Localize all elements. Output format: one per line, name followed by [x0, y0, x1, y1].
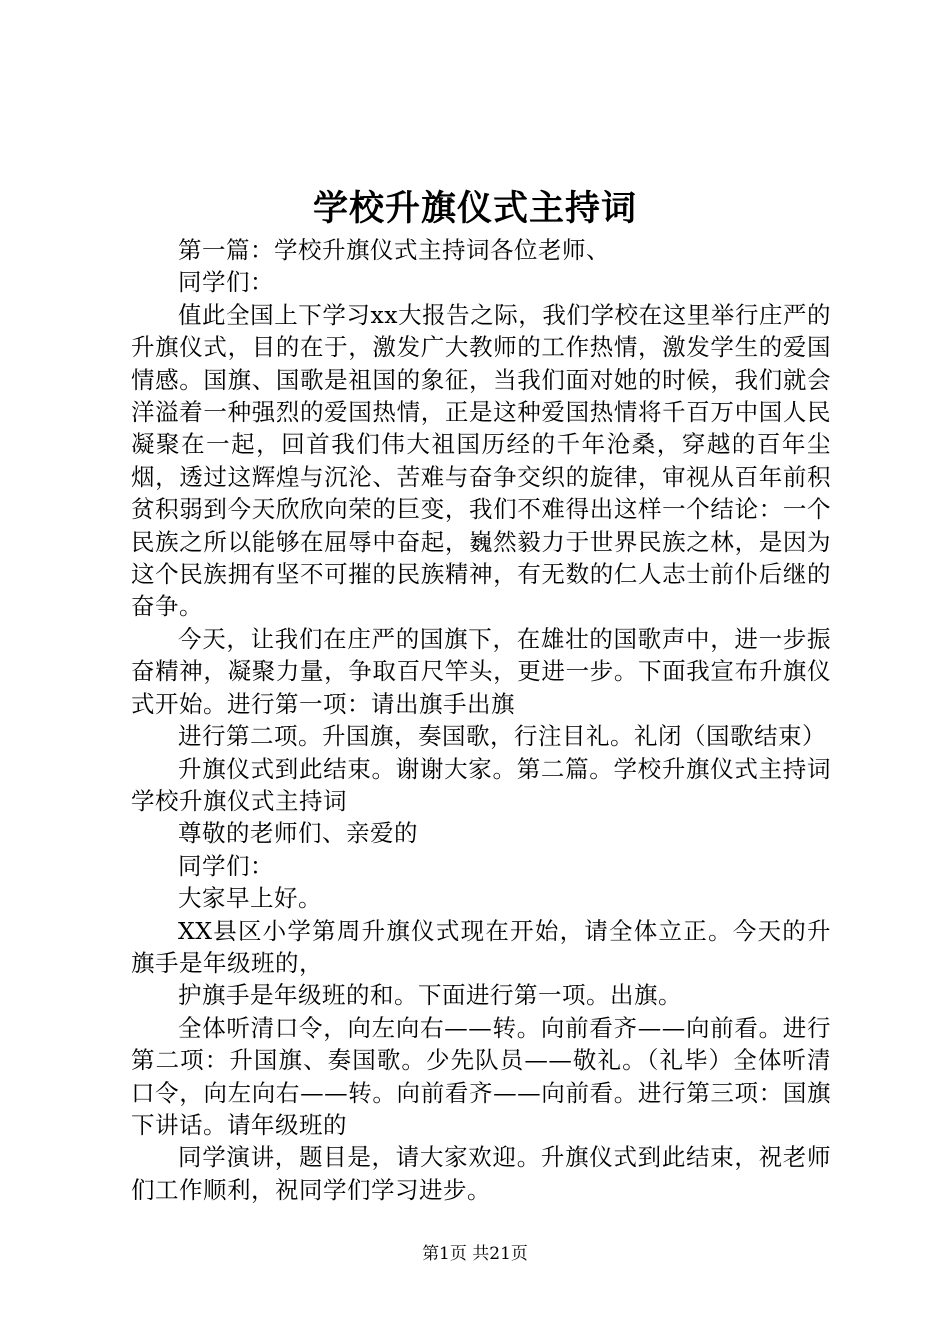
paragraph: XX县区小学第周升旗仪式现在开始，请全体立正。今天的升旗手是年级班的，: [131, 916, 831, 977]
paragraph: 大家早上好。: [178, 884, 322, 913]
paragraph: 升旗仪式到此结束。谢谢大家。第二篇。学校升旗仪式主持词学校升旗仪式主持词: [131, 754, 831, 815]
paragraph: 进行第二项。升国旗，奏国歌，行注目礼。礼闭（国歌结束）: [178, 722, 826, 751]
paragraph: 同学演讲，题目是，请大家欢迎。升旗仪式到此结束，祝老师们工作顺利，祝同学们学习进步。: [131, 1143, 831, 1204]
paragraph: 值此全国上下学习xx大报告之际，我们学校在这里举行庄严的升旗仪式，目的在于，激发广大教师的工作热情，激发学生的爱国情感。国旗、国歌是祖国的象征，当我们面对她的时候，我们就会洋溢着一种强烈的爱国热情，正是这种爱国热情将千百万中国人民凝聚在一起，回首我们伟大祖国历经的千年沧桑，穿越的百年尘烟，透过这辉煌与沉沦、苦难与奋争交织的旋律，审视从百年前积贫积弱到今天欣欣向荣的巨变，我们不难得出这样一个结论：一个民族之所以能够在屈辱中奋起，巍然毅力于世界民族之林，是因为这个民族拥有坚不可摧的民族精神，有无数的仁人志士前仆后继的奋争。: [131, 300, 831, 621]
paragraph: 同学们：: [178, 851, 274, 880]
paragraph: 全体听清口令，向左向右——转。向前看齐——向前看。进行第二项：升国旗、奏国歌。少先队员——敬礼。（礼毕）全体听清口令，向左向右——转。向前看齐——向前看。进行第三项：国旗下讲话。请年级班的: [131, 1013, 831, 1139]
paragraph: 同学们：: [178, 268, 274, 297]
paragraph: 今天，让我们在庄严的国旗下，在雄壮的国歌声中，进一步振奋精神，凝聚力量，争取百尺竿头，更进一步。下面我宣布升旗仪式开始。进行第一项：请出旗手出旗: [131, 624, 831, 718]
paragraph: 护旗手是年级班的和。下面进行第一项。出旗。: [178, 981, 682, 1010]
document-body: [131, 234, 831, 1206]
paragraph: 第一篇：学校升旗仪式主持词各位老师、: [178, 236, 610, 264]
page-footer: 第1页 共21页: [422, 1244, 528, 1264]
document-title: 学校升旗仪式主持词: [312, 188, 637, 229]
paragraph: 尊敬的老师们、亲爱的: [178, 819, 418, 848]
